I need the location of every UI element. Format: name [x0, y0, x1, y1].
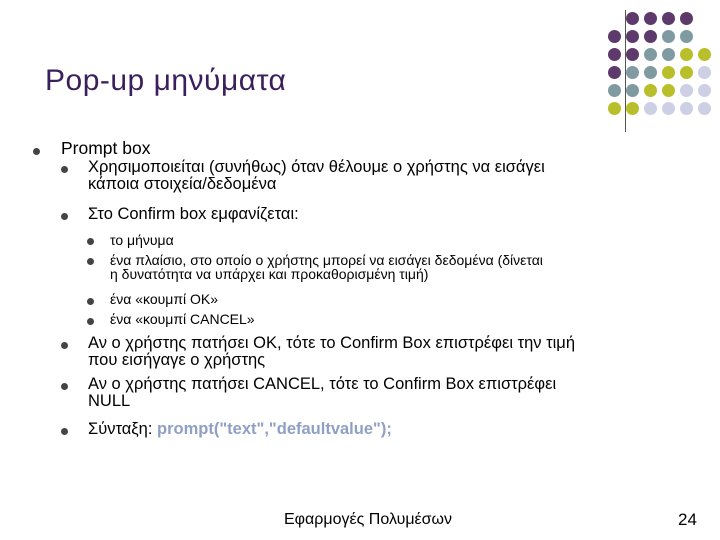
bullet-input-box — [110, 253, 543, 281]
bullet-text: κάποια στοιχεία/δεδομένα — [88, 175, 277, 193]
syntax-label: Σύνταξη: — [88, 420, 158, 438]
bullet-cancel-button — [110, 312, 255, 326]
bullet-text: το μήνυμα — [110, 232, 174, 248]
bullet-icon — [61, 166, 68, 173]
bullet-text: Χρησιμοποιείται (συνήθως) όταν θέλουμε ο χρήστης να εισάγει — [88, 158, 545, 176]
slide-footer: Εφαρμογές Πολυμέσων — [284, 511, 453, 528]
bullet-message — [110, 233, 174, 247]
bullet-text: η δυνατότητα να υπάρχει και προκαθορισμένη τιμή) — [110, 266, 429, 282]
bullet-text: Αν ο χρήστης πατήσει CANCEL, τότε το Confirm Box επιστρέφει — [88, 375, 557, 393]
bullet-text: που εισήγαγε ο χρήστης — [88, 351, 266, 369]
bullet-icon — [61, 342, 68, 349]
bullet-prompt-box — [61, 140, 150, 156]
bullet-icon — [61, 383, 68, 390]
bullet-icon — [33, 148, 40, 155]
bullet-text: NULL — [88, 392, 131, 410]
bullet-ok-result — [88, 335, 575, 369]
bullet-text: ένα «κουμπί CANCEL» — [110, 311, 255, 327]
bullet-icon — [61, 428, 68, 435]
bullet-confirm-box — [88, 206, 299, 223]
bullet-ok-button — [110, 292, 218, 306]
bullet-text: Αν ο χρήστης πατήσει OK, τότε το Confirm Box επιστρέφει την τιμή — [88, 334, 575, 352]
bullet-cancel-result — [88, 376, 556, 410]
bullet-icon — [61, 213, 68, 220]
bullet-text: ένα πλαίσιο, στο οποίο ο χρήστης μπορεί να εισάγει δεδομένα (δίνεται — [110, 252, 543, 268]
bullet-text — [88, 421, 392, 438]
syntax-code: prompt("text","defaultvalue"); — [157, 420, 392, 438]
bullet-text: Στο Confirm box εμφανίζεται: — [88, 205, 299, 223]
bullet-icon — [87, 318, 94, 325]
bullet-syntax — [88, 421, 392, 438]
bullet-icon — [87, 298, 94, 305]
bullet-text: ένα «κουμπί OK» — [110, 291, 219, 307]
bullet-usage — [88, 159, 545, 193]
bullet-text: Prompt box — [61, 138, 151, 158]
slide-title: Pop-up μηνύματα — [45, 64, 287, 97]
page-number: 24 — [678, 510, 697, 529]
bullet-icon — [87, 238, 94, 245]
bullet-icon — [87, 258, 94, 265]
